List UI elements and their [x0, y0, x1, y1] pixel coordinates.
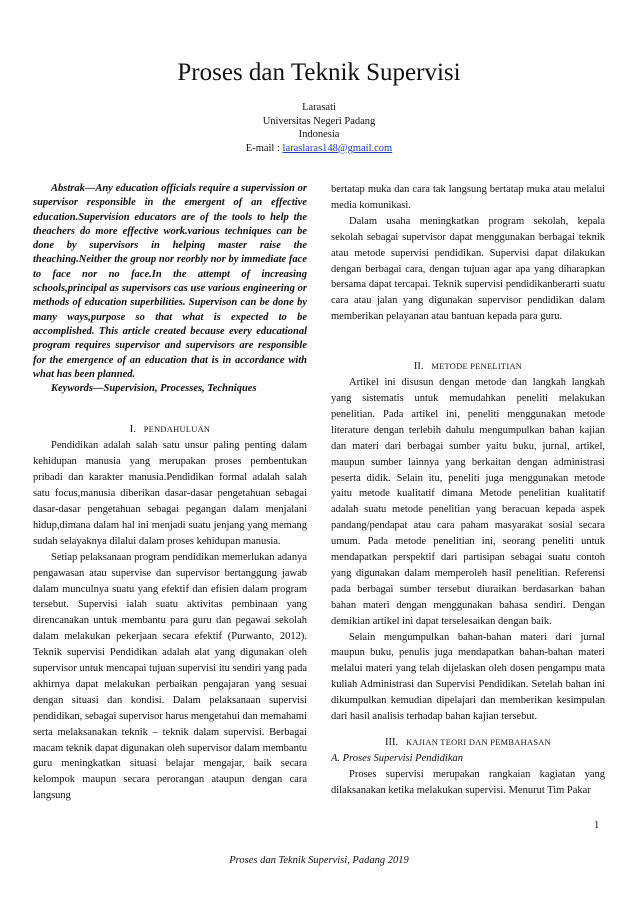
email-label: E-mail :: [245, 142, 283, 154]
kajian-paragraph-1: Proses supervisi merupakan rangkaian kagiatan yang dilaksanakan ketika melakukan supervisi. Menurut Tim Pakar: [331, 768, 605, 796]
pendahuluan-paragraph-1: Pendidikan adalah salah satu unsur paling penting dalam kehidupan manusia yang merupakan proses pembentukan pribadi dan karakter manusia.Pendidikan formal adalah salah satu focus,manusia diberikan dasar-dasar pengetahuan sebagai dasar-dasar pengetahuan sebagai pegangan dalam menjalani hidup,dimana dalam hal ini menjadi suatu jenjang yang memang sudah selayaknya dilalui dalam proses kehidupan manusia.: [33, 440, 307, 547]
section-number: III.: [385, 737, 399, 748]
page-footer: Proses dan Teknik Supervisi, Padang 2019: [229, 855, 409, 866]
page-number: 1: [594, 820, 600, 831]
abstract-text: Abstrak—Any education officials require a supervission or supervisor responsible in the emergent of an effective education.Supervision educators are of the tools to help the theachers do more effective work.various techniques can be done by supervisors in helping master raise the theaching.Neither the group nor reorbly nor by immediate face to face nor no face.In the attempt of increasing schools,principal as supervisors cas use various engineering or methods of education superbilities. Supervison can be done by many ways,purpose so that what is expected to be accomplished. This article created because every educational program requires supervisor and supervisors are responsible for the emergence of an education that is in accordance with what has been planned.: [33, 183, 307, 380]
abstract: [33, 182, 307, 396]
section-heading-metode: [331, 359, 605, 375]
section-heading-pendahuluan: [33, 422, 307, 438]
email-link[interactable]: laraslaras148@gmail.com: [282, 142, 393, 154]
right-column: [331, 182, 605, 799]
metode-paragraph-2: Selain mengumpulkan bahan-bahan materi dari jurnal maupun buku, penulis juga mendapatkan bahan-bahan materi melalui materi yang telah dijelaskan oleh dosen pengampu mata kuliah Administrasi dan Supervisi Pendidikan. Setelah bahan ini dikumpulkan kemudian dipelajari dan memberikan kesimpulan dari hasil analisis terhadap bahan kajian tersebut.: [331, 631, 605, 723]
pendahuluan-paragraph-2-continued: bertatap muka dan cara tak langsung bertatap muka atau melalui media komunikasi.: [331, 184, 605, 211]
author-country: Indonesia: [298, 129, 340, 140]
pendahuluan-paragraph-3: Dalam usaha meningkatkan program sekolah, kepala sekolah sebagai supervisor dapat menggunakan berbagai teknik atau metode supervisi pendidikan. Supervisi dapat dilakukan dengan berbagai cara, dengan tujuan agar apa yang diharapkan bersama dapat tercapai. Teknik supervisi pendidikanberarti suatu cara atau jalan yang digunakan supervisor pendidikan dalam memberikan pelayanan atau bantuan kepada para guru.: [331, 215, 605, 323]
pendahuluan-paragraph-2: Setiap pelaksanaan program pendidikan memerlukan adanya pengawasan atau supervise dan supervisor bertanggung jawab dalam munculnya suatu yang efektif dan efisien dalam program tersebut. Supervisi ialah suatu aktivitas pembinaan yang direncanakan untuk membantu para guru dan pegawai sekolah dalam melakukan pekerjaan secara efektif (Purwanto, 2012). Teknik supervisi Pendidikan adalah alat yang digunakan oleh supervisor untuk mencapai tujuan supervisi itu sendiri yang pada akhirnya dapat melakukan perbaikan pengajaran yang sesuai dengan situasi dan kondisi. Dalam pelaksanaan supervisi pendidikan, sebagai supervisor harus mengetahui dan memahami serta melaksanakan teknik – teknik dalam supervisi. Berbagai macam teknik dapat digunakan oleh supervisor dalam membantu guru meningkatkan situasi belajar mengajar, baik secara kelompok maupun secara perorangan ataupun dengan cara langsung: [33, 551, 307, 802]
left-column: [33, 182, 307, 804]
paper-title: Proses dan Teknik Supervisi: [177, 59, 461, 86]
section-heading-kajian: [331, 735, 605, 751]
section-title: METODE PENELITIAN: [431, 362, 523, 372]
metode-paragraph-1: Artikel ini disusun dengan metode dan langkah langkah yang sistematis untuk memudahkan peneliti melakukan penelitian. Pada artikel ini, peneliti menggunakan metode literature dengan terlebih dahulu mengumpulkan bahan kajian dan materi dari berbagai sumber yaitu buku, jurnal, artikel, maupun sumber lainnya yang berkaitan dengan administrasi peserta didik. Selain itu, peneliti juga menggunakan metode yaitu metode kualitatif dimana Metode penelitian kualitatif adalah suatu metode penelitian yang beracuan kepada aspek pandang/pendapat atau cara paham masyarakat sosial secara umum. Pada metode penelitian ini, seorang peneliti untuk mendapatkan perspektif dari partisipan sebagai suatu contoh yang digunakan dalam memperoleh hasil penelitian. Referensi pada berbagai sumber tersebut diuraikan berdasarkan bahan bahan materi dengan menggunakan bahasa sendiri. Dengan demikian artikel ini dapat terselesaikan dengan baik.: [331, 377, 605, 627]
section-title: KAJIAN TEORI DAN PEMBAHASAN: [406, 738, 551, 747]
author-block: [0, 101, 638, 155]
author-email-line: [0, 142, 638, 156]
keywords: Keywords—Supervision, Processes, Techniques: [51, 383, 257, 395]
section-number: II.: [413, 361, 424, 373]
subsection-heading: A. Proses Supervisi Pendidikan: [331, 752, 464, 764]
author-affiliation: Universitas Negeri Padang: [262, 115, 376, 127]
author-name: Larasati: [302, 102, 336, 113]
section-number: I.: [129, 424, 136, 436]
section-title: PENDAHULUAN: [143, 425, 211, 435]
